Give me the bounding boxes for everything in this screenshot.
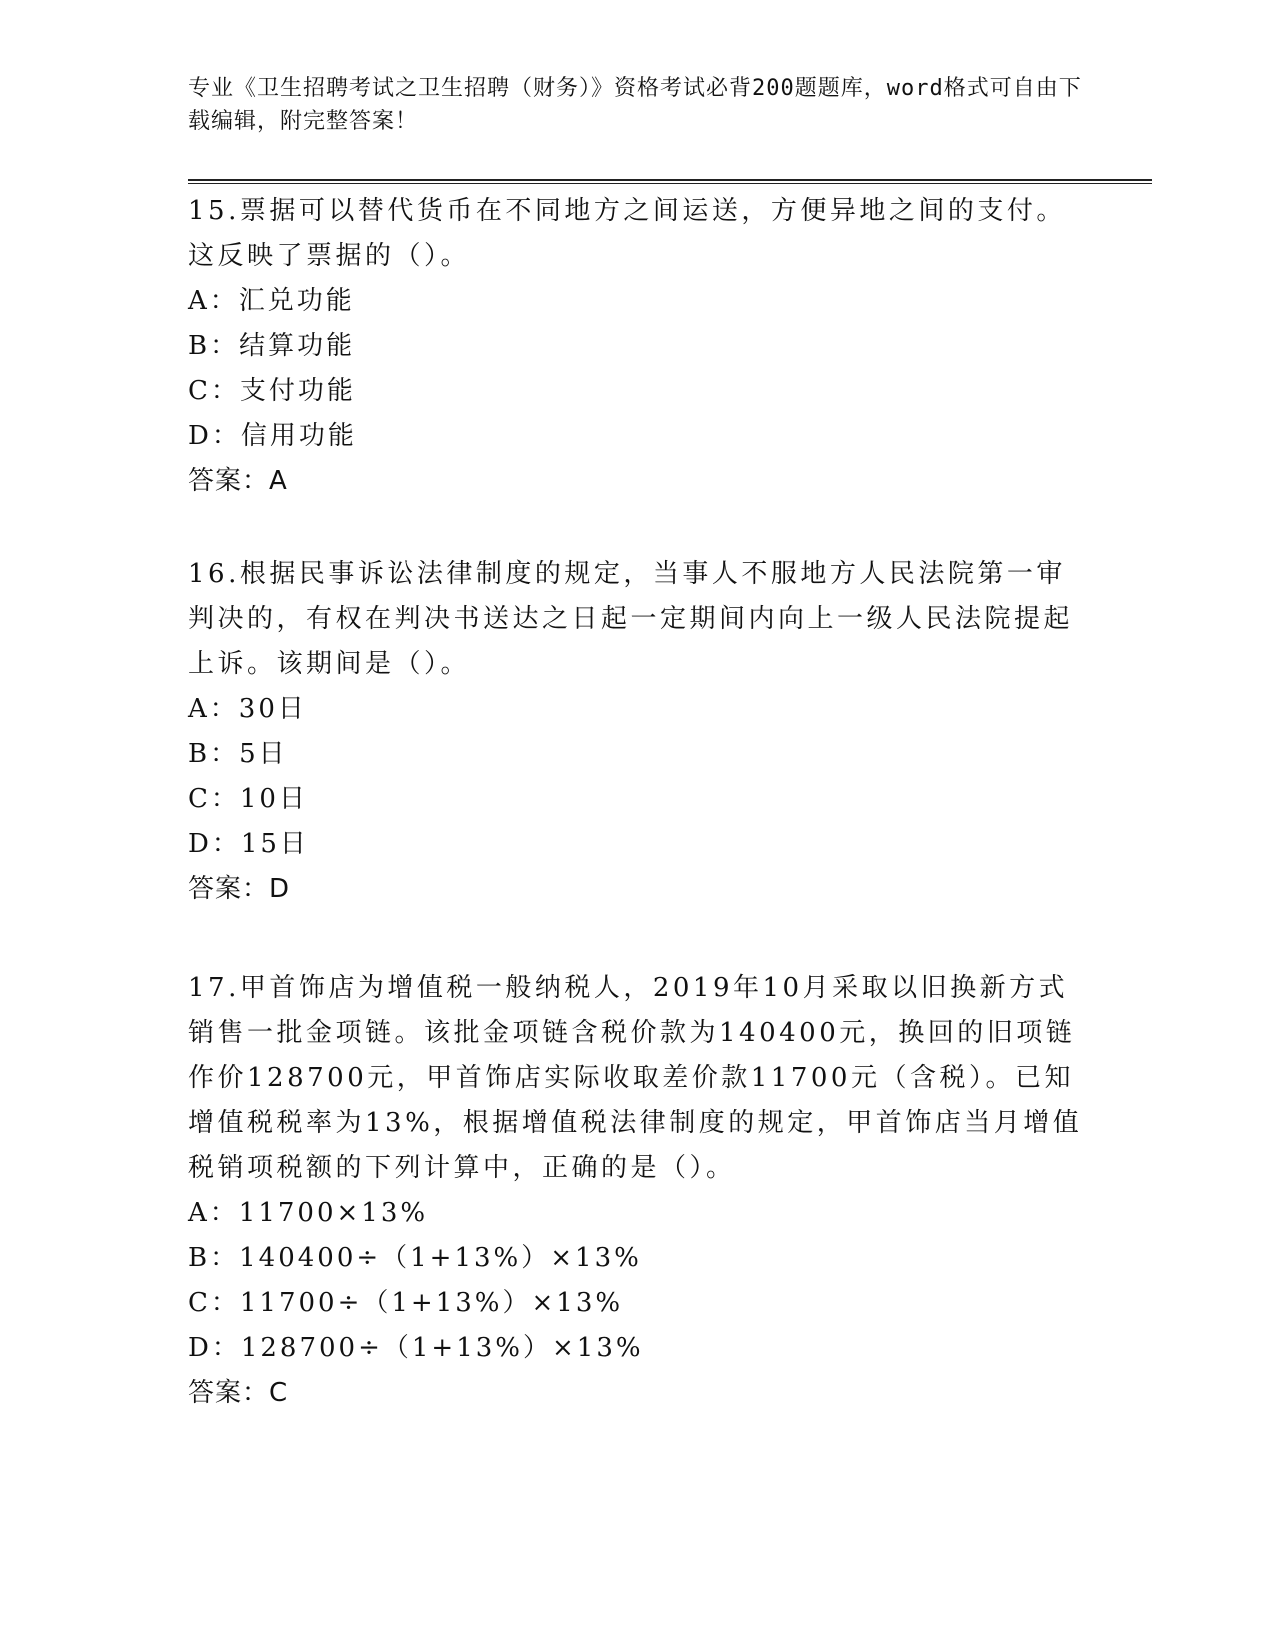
option-a: A：11700×13% <box>188 1198 429 1228</box>
question-16 <box>188 552 1088 912</box>
option-c: C：10日 <box>188 784 308 814</box>
option-b: B：5日 <box>188 739 288 769</box>
option-d: D：15日 <box>188 829 309 859</box>
question-stem: 17.甲首饰店为增值税一般纳税人，2019年10月采取以旧换新方式销售一批金项链。该批金项链含税价款为140400元，换回的旧项链作价128700元，甲首饰店实际收取差价款11700元（含税）。已知增值税税率为13%，根据增值税法律制度的规定，甲首饰店当月增值税销项税额的下列计算中，正确的是（）。 <box>188 973 1083 1183</box>
answer-line: 答案：A <box>188 466 288 496</box>
option-d: D：信用功能 <box>188 421 357 451</box>
option-c: C：支付功能 <box>188 376 356 406</box>
option-b: B：140400÷（1+13%）×13% <box>188 1243 642 1273</box>
answer-line: 答案：C <box>188 1378 289 1408</box>
header-divider <box>188 179 1152 184</box>
option-d: D：128700÷（1+13%）×13% <box>188 1333 644 1363</box>
option-b: B：结算功能 <box>188 331 356 361</box>
question-stem: 15.票据可以替代货币在不同地方之间运送，方便异地之间的支付。这反映了票据的（）。 <box>188 196 1066 271</box>
option-a: A：30日 <box>188 694 307 724</box>
document-header: 专业《卫生招聘考试之卫生招聘（财务）》资格考试必背200题题库，word格式可自由下载编辑，附完整答案！ <box>188 76 1082 134</box>
question-stem: 16.根据民事诉讼法律制度的规定，当事人不服地方人民法院第一审判决的，有权在判决书送达之日起一定期间内向上一级人民法院提起上诉。该期间是（）。 <box>188 559 1074 679</box>
answer-line: 答案：D <box>188 874 291 904</box>
option-a: A：汇兑功能 <box>188 286 355 316</box>
question-17 <box>188 966 1088 1416</box>
question-15 <box>188 189 1088 504</box>
option-c: C：11700÷（1+13%）×13% <box>188 1288 624 1318</box>
